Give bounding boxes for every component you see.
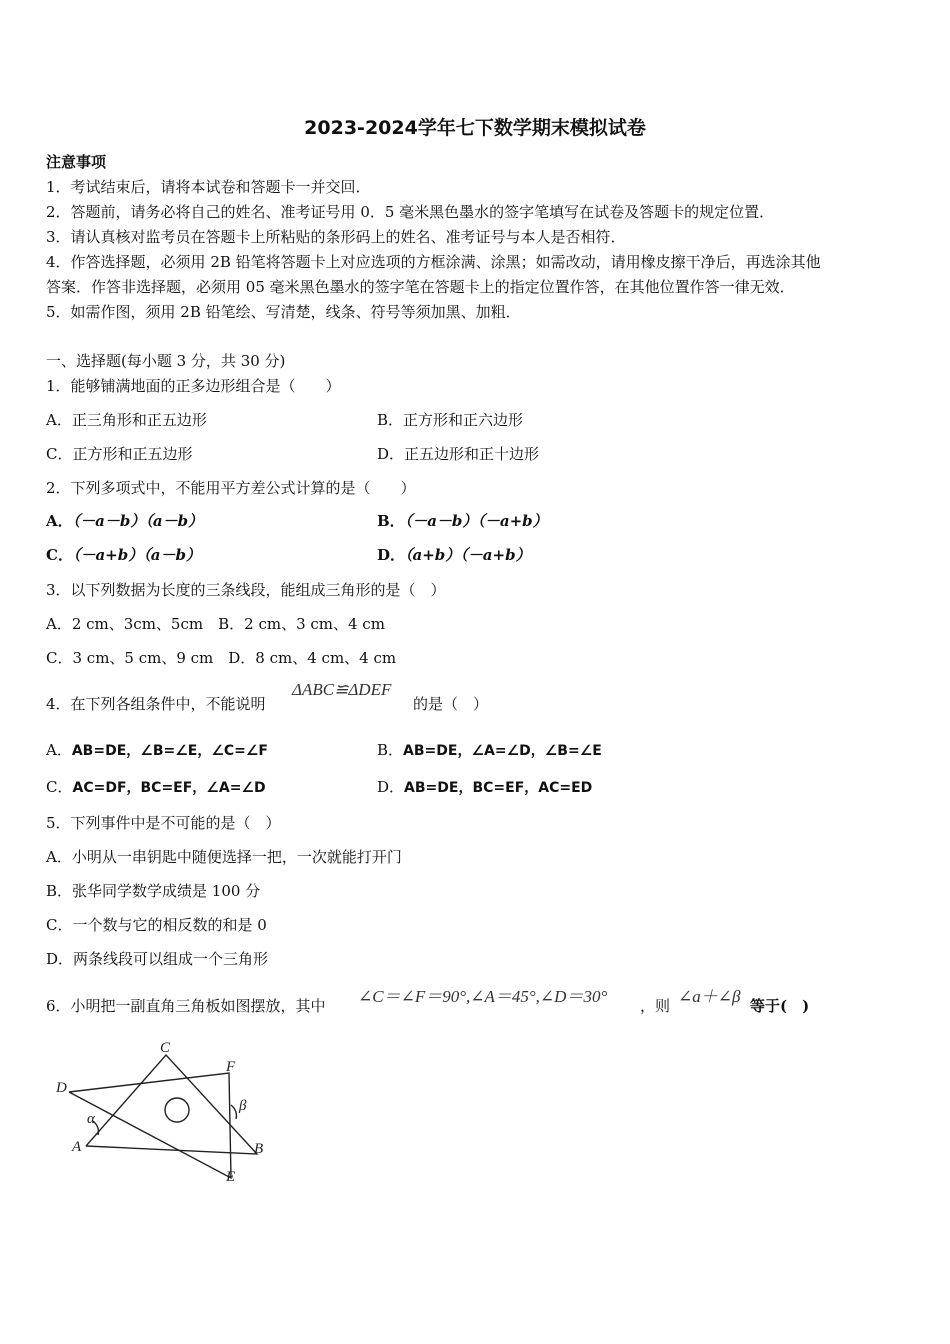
q1-option-d: D．正五边形和正十边形 [377, 445, 540, 463]
q6-triangle-figure [40, 1035, 290, 1195]
label-e: E [226, 1169, 236, 1185]
q5-stem: 5．下列事件中是不可能的是（ ） [46, 814, 281, 832]
q2-option-b [377, 511, 548, 531]
q1-option-b: B．正方形和正六边形 [377, 411, 524, 429]
q2-option-d-expr: （a+b）（－a+b） [405, 546, 531, 564]
notice-heading: 注意事项 [46, 153, 107, 171]
section1-heading: 一、选择题(每小题 3 分，共 30 分) [46, 352, 286, 370]
q3-options-row2: C．3 cm、5 cm、9 cm D．8 cm、4 cm、4 cm [46, 649, 397, 667]
q4-option-d-label: D． [377, 778, 405, 796]
q2-option-b-label: B． [377, 512, 405, 530]
q6-stem-pre: 6．小明把一副直角三角板如图摆放，其中 [46, 997, 326, 1015]
label-d: D [56, 1080, 67, 1096]
q4-option-c [46, 777, 266, 798]
notice-item-4-cont: 答案．作答非选择题，必须用 05 毫米黑色墨水的签字笔在答题卡上的指定位置作答，在其他位置作答一律无效． [46, 278, 795, 296]
label-f: F [226, 1059, 236, 1075]
q4-option-a-label: A． [46, 741, 72, 759]
q3-stem: 3．以下列数据为长度的三条线段，能组成三角形的是（ ） [46, 581, 446, 599]
notice-item-2: 2．答题前，请务必将自己的姓名、准考证号用 0．5 毫米黑色墨水的签字笔填写在试卷及答题卡的规定位置． [46, 203, 775, 221]
q5-option-a: A．小明从一串钥匙中随便选择一把，一次就能打开门 [46, 848, 402, 866]
q2-option-c-expr: （－a+b）（a－b） [72, 546, 201, 564]
q4-option-a [46, 740, 268, 761]
label-b: B [254, 1141, 264, 1157]
q6-formula-sum: ∠a＋∠β [678, 987, 741, 1006]
q4-option-d-text: AB=DE，BC=EF，AC=ED [404, 780, 593, 796]
q2-option-c [46, 545, 201, 565]
q4-option-a-text: AB=DE，∠B=∠E，∠C=∠F [71, 743, 269, 759]
q2-option-d [377, 545, 531, 565]
q1-option-a: A．正三角形和正五边形 [46, 411, 207, 429]
page-title: 2023-2024学年七下数学期末模拟试卷 [304, 117, 646, 139]
q4-option-d [377, 777, 592, 798]
beta-arc [231, 1105, 236, 1119]
q4-option-b-label: B． [377, 741, 404, 759]
q4-stem-pre: 4．在下列各组条件中，不能说明 [46, 695, 266, 713]
label-c: C [160, 1040, 171, 1056]
q5-option-c: C．一个数与它的相反数的和是 0 [46, 916, 267, 934]
q2-option-d-label: D． [377, 546, 406, 564]
q2-option-a-label: A． [46, 512, 73, 530]
label-beta: β [239, 1098, 247, 1114]
notice-item-3: 3．请认真核对监考员在答题卡上所粘贴的条形码上的姓名、准考证号与本人是否相符． [46, 228, 626, 246]
notice-item-4: 4．作答选择题，必须用 2B 铅笔将答题卡上对应选项的方框涂满、涂黑；如需改动，请用橡皮擦干净后，再选涂其他 [46, 253, 821, 271]
q4-option-b-text: AB=DE，∠A=∠D，∠B=∠E [403, 743, 602, 759]
q2-option-b-expr: （－a－b）（－a+b） [404, 512, 548, 530]
q6-stem-mid: ，则 [640, 997, 671, 1015]
q5-option-d: D．两条线段可以组成一个三角形 [46, 950, 269, 968]
q1-stem: 1．能够铺满地面的正多边形组合是（ ） [46, 377, 341, 395]
q2-option-a-expr: （－a－b）（a－b） [72, 512, 204, 530]
q2-option-c-label: C． [46, 546, 73, 564]
q6-formula-angles: ∠C＝∠F＝90°,∠A＝45°,∠D＝30° [358, 987, 608, 1006]
q6-stem-post: 等于( ) [750, 997, 810, 1015]
q3-options-row1: A．2 cm、3cm、5cm B．2 cm、3 cm、4 cm [46, 615, 385, 633]
label-a: A [72, 1139, 82, 1155]
q4-option-b [377, 740, 602, 761]
notice-item-5: 5．如需作图，须用 2B 铅笔绘、写清楚，线条、符号等须加黑、加粗． [46, 303, 521, 321]
label-alpha: α [87, 1111, 95, 1127]
q4-option-c-label: C． [46, 778, 73, 796]
q4-option-c-text: AC=DF，BC=EF，∠A=∠D [72, 780, 266, 796]
q2-option-a [46, 511, 203, 531]
q5-option-b: B．张华同学数学成绩是 100 分 [46, 882, 261, 900]
q4-formula: ΔABC≌ΔDEF [292, 680, 392, 699]
notice-item-1: 1．考试结束后，请将本试卷和答题卡一并交回． [46, 178, 371, 196]
q2-stem: 2．下列多项式中，不能用平方差公式计算的是（ ） [46, 479, 416, 497]
figure-circle [165, 1098, 189, 1122]
q4-stem-post: 的是（ ） [413, 695, 489, 713]
q1-option-c: C．正方形和正五边形 [46, 445, 193, 463]
